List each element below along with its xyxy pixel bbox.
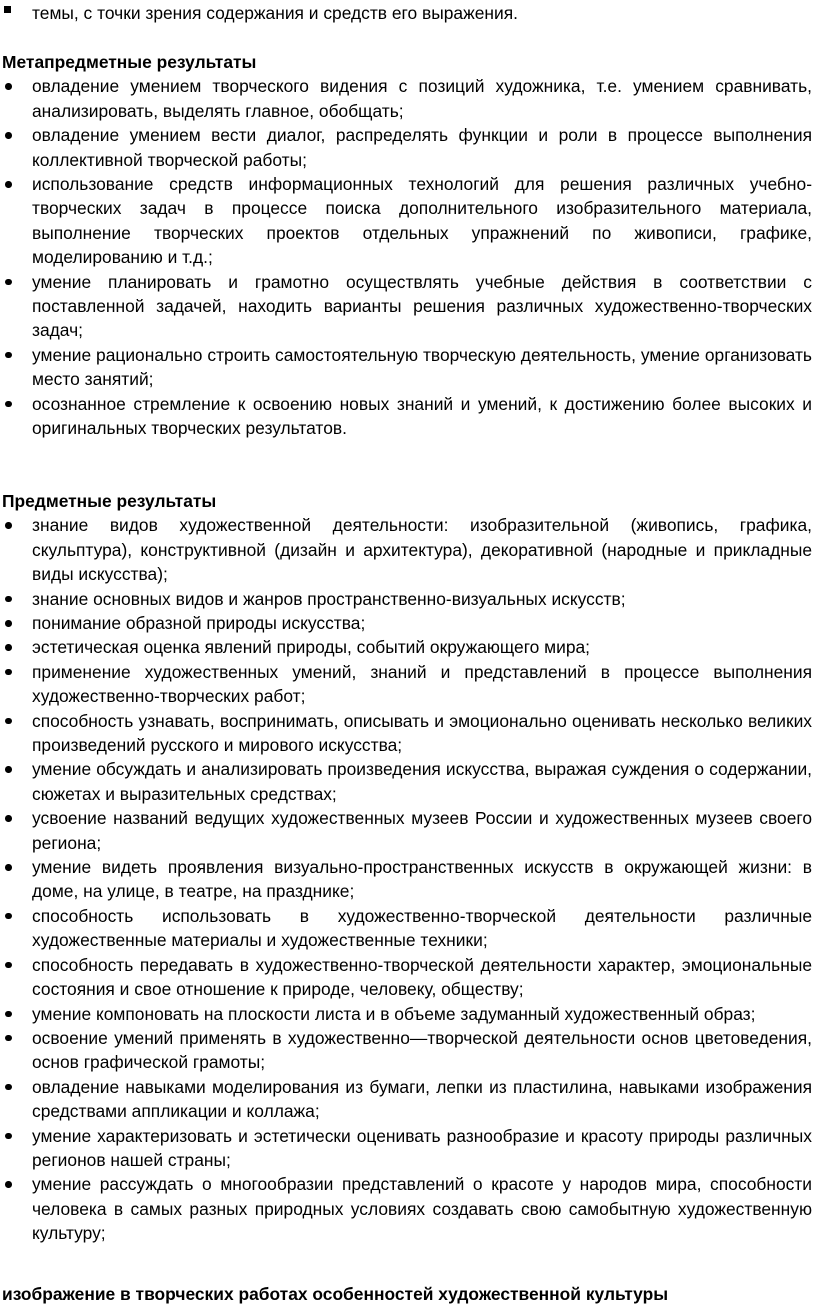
list-item: умение рассуждать о многообразии представлений о красоте у народов мира, способности человека в самых разных природных условиях создавать свою самобытную художественную культуру;	[0, 1172, 816, 1245]
list-item: умение рационально строить самостоятельную творческую деятельность, умение организовать место занятий;	[0, 343, 816, 392]
list-item: понимание образной природы искусства;	[0, 611, 816, 635]
list-item: осознанное стремление к освоению новых знаний и умений, к достижению более высоких и оригинальных творческих результатов.	[0, 392, 816, 441]
list-item: овладение умением творческого видения с позиций художника, т.е. умением сравнивать, анализировать, выделять главное, обобщать;	[0, 74, 816, 123]
list-item: овладение умением вести диалог, распределять функции и роли в процессе выполнения коллективной творческой работы;	[0, 123, 816, 172]
list-item: способность передавать в художественно-творческой деятельности характер, эмоциональные состояния и свое отношение к природе, человеку, обществу;	[0, 953, 816, 1002]
list-item: знание основных видов и жанров пространственно-визуальных искусств;	[0, 587, 816, 611]
continued-text: темы, с точки зрения содержания и средств его выражения.	[32, 2, 518, 23]
list-item: умение характеризовать и эстетически оценивать разнообразие и красоту природы различных регионов нашей страны;	[0, 1124, 816, 1173]
list-item: способность узнавать, воспринимать, описывать и эмоционально оценивать несколько великих произведений русского и мирового искусства;	[0, 709, 816, 758]
list-item: освоение умений применять в художественно—творческой деятельности основ цветоведения, основ графической грамоты;	[0, 1026, 816, 1075]
trailing-text-line: изображение в творческих работах особенностей художественной культуры	[2, 1284, 669, 1304]
subject-results-title: Предметные результаты	[2, 491, 217, 511]
list-item: умение обсуждать и анализировать произведения искусства, выражая суждения о содержании, сюжетах и выразительных средствах;	[0, 757, 816, 806]
subject-results-section	[0, 489, 816, 1246]
list-item: умение планировать и грамотно осуществлять учебные действия в соответствии с поставленной задачей, находить варианты решения различных художественно-творческих задач;	[0, 270, 816, 343]
square-bullet-icon	[4, 6, 11, 13]
list-item: эстетическая оценка явлений природы, событий окружающего мира;	[0, 635, 816, 659]
list-item: знание видов художественной деятельности: изобразительной (живопись, графика, скульптура), конструктивной (дизайн и архитектура), декоративной (народные и прикладные виды искусства);	[0, 513, 816, 586]
list-item: использование средств информационных технологий для решения различных учебно-творческих задач в процессе поиска дополнительного изобразительного материала, выполнение творческих проектов отдельных упражнений по живописи, графике, моделированию и т.д.;	[0, 172, 816, 270]
list-item: умение компоновать на плоскости листа и в объеме задуманный художественный образ;	[0, 1002, 816, 1026]
meta-results-title: Метапредметные результаты	[2, 52, 257, 72]
meta-results-section	[0, 50, 816, 440]
continued-bullet-line	[32, 0, 812, 26]
list-item: усвоение названий ведущих художественных музеев России и художественных музеев своего региона;	[0, 806, 816, 855]
list-item: способность использовать в художественно-творческой деятельности различные художественные материалы и художественные техники;	[0, 904, 816, 953]
list-item: умение видеть проявления визуально-пространственных искусств в окружающей жизни: в доме, на улице, в театре, на празднике;	[0, 855, 816, 904]
list-item: овладение навыками моделирования из бумаги, лепки из пластилина, навыками изображения средствами аппликации и коллажа;	[0, 1075, 816, 1124]
list-item: применение художественных умений, знаний и представлений в процессе выполнения художественно-творческих работ;	[0, 660, 816, 709]
meta-results-list	[0, 74, 816, 440]
subject-results-list	[0, 513, 816, 1245]
